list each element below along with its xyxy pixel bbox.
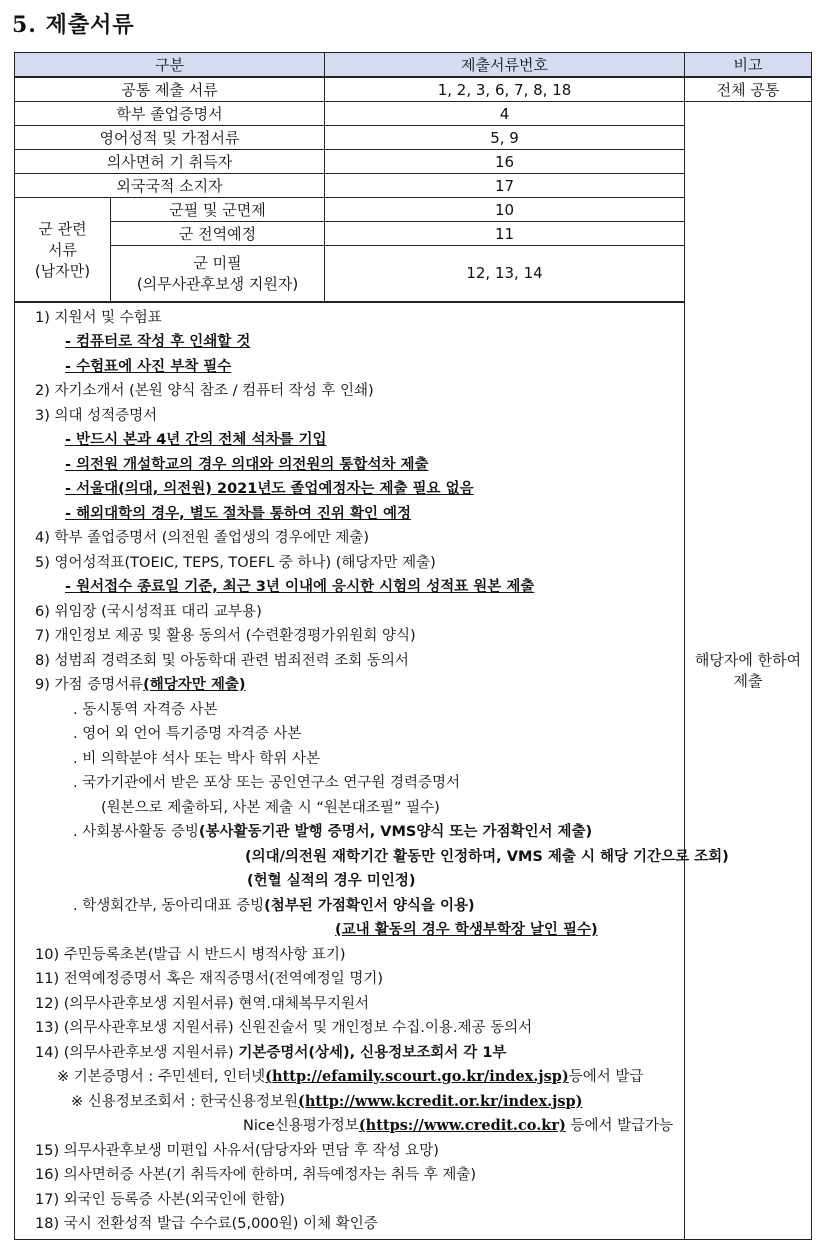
note-text: Nice신용평가정보 [243, 1118, 359, 1134]
note-subitem: (교내 활동의 경우 학생부학장 날인 필수) [335, 922, 598, 938]
row-category: 외국국적 소지자 [15, 174, 325, 198]
note-item [15, 1041, 811, 1066]
note-subitem: . 국가기관에서 받은 포상 또는 공인연구소 연구원 경력증명서 [73, 775, 461, 791]
row-category: 의사면허 기 취득자 [15, 150, 325, 174]
note-item: 4) 학부 졸업증명서 (의전원 졸업생의 경우에만 제출) [35, 530, 369, 546]
note-subitem: - 컴퓨터로 작성 후 인쇄할 것 [65, 334, 251, 350]
military-sub-line: (의무사관후보생 지원자) [136, 275, 299, 294]
header-category: 구분 [15, 53, 325, 78]
note-emphasis: 기본증명서(상세), 신용정보조회서 각 1부 [238, 1044, 507, 1061]
header-note: 비고 [685, 53, 812, 78]
note-item: 5) 영어성적표(TOEIC, TEPS, TOEFL 중 하나) (해당자만 제출) [35, 554, 436, 571]
note-subitem: - 반드시 본과 4년 간의 전체 석차를 기입 [65, 432, 327, 448]
note-item: 8) 성범죄 경력조회 및 아동학대 관련 범죄전력 조회 동의서 [35, 652, 409, 669]
note-line: 해당자에 한하여 [694, 651, 802, 670]
note-text: . 사회봉사활동 증빙 [73, 824, 199, 840]
note-text: 14) (의무사관후보생 지원서류) [35, 1044, 239, 1061]
row-numbers: 17 [325, 174, 685, 198]
note-emphasis: (해당자만 제출) [143, 677, 246, 693]
url-link[interactable]: (https://www.credit.co.kr) [358, 1117, 566, 1134]
note-text: 등에서 발급가능 [565, 1118, 674, 1134]
row-numbers: 5, 9 [325, 126, 685, 150]
note-item: 1) 지원서 및 수험표 [35, 309, 162, 326]
row-numbers: 1, 2, 3, 6, 7, 8, 18 [325, 77, 685, 102]
military-label-line: (남자만) [34, 261, 91, 280]
military-label [15, 198, 111, 302]
note-subitem: . 비 의학분야 석사 또는 박사 학위 사본 [73, 750, 320, 767]
note-emphasis: (첨부된 가점확인서 양식을 이용) [264, 897, 475, 914]
note-subitem [15, 894, 811, 919]
military-sub: 군 전역예정 [111, 222, 325, 246]
notes-cell [15, 302, 812, 1240]
note-subitem: (의대/의전원 재학기간 활동만 인정하며, VMS 제출 시 해당 기간으로 조회) [245, 848, 729, 865]
note-item: 10) 주민등록초본(발급 시 반드시 병적사항 표기) [35, 946, 346, 963]
row-numbers: 12, 13, 14 [325, 246, 685, 302]
note-item: 6) 위임장 (국시성적표 대리 교부용) [35, 603, 262, 620]
note-subitem [15, 1114, 811, 1139]
military-label-line: 군 관련 [38, 219, 87, 238]
note-line: 제출 [733, 672, 763, 691]
note-text: 등에서 발급 [568, 1069, 644, 1085]
note-emphasis: (봉사활동기관 발행 증명서, VMS양식 또는 가점확인서 제출) [198, 824, 593, 840]
note-text: ※ 신용정보조회서 : 한국신용정보원 [71, 1093, 298, 1110]
military-sub [111, 246, 325, 302]
note-subitem: - 수험표에 사진 부착 필수 [65, 358, 232, 375]
note-subitem: - 해외대학의 경우, 별도 절차를 통하여 진위 확인 예정 [65, 505, 412, 522]
documents-table [14, 52, 812, 1240]
row-numbers: 11 [325, 222, 685, 246]
note-text: . 학생회간부, 동아리대표 증빙 [73, 897, 265, 914]
note-subitem: . 영어 외 언어 특기증명 자격증 사본 [73, 726, 302, 742]
note-item: 16) 의사면허증 사본(기 취득자에 한하며, 취득예정자는 취득 후 제출) [35, 1167, 477, 1183]
military-sub-line: 군 미필 [193, 254, 242, 273]
row-category: 학부 졸업증명서 [15, 102, 325, 126]
note-item: 11) 전역예정증명서 혹은 재직증명서(전역예정일 명기) [35, 971, 384, 987]
note-item: 7) 개인정보 제공 및 활용 동의서 (수련환경평가위원회 양식) [35, 628, 416, 644]
military-label-line: 서류 [48, 240, 77, 259]
url-link[interactable]: (http://efamily.scourt.go.kr/index.jsp) [265, 1068, 569, 1085]
row-numbers: 10 [325, 198, 685, 222]
note-item: 15) 의무사관후보생 미편입 사유서(담당자와 면담 후 작성 요망) [35, 1142, 439, 1159]
note-item [15, 673, 811, 698]
note-item: 3) 의대 성적증명서 [35, 407, 158, 424]
table-header-row [15, 53, 812, 78]
url-link[interactable]: (http://www.kcredit.or.kr/index.jsp) [297, 1092, 583, 1110]
note-text: ※ 기본증명서 : 주민센터, 인터넷 [57, 1069, 266, 1085]
row-numbers: 16 [325, 150, 685, 174]
row-category: 영어성적 및 가점서류 [15, 126, 325, 150]
notes-row [15, 302, 812, 1240]
note-subitem: - 의전원 개설학교의 경우 의대와 의전원의 통합석차 제출 [65, 456, 429, 473]
note-subitem: - 원서접수 종료일 기준, 최근 3년 이내에 응시한 시험의 성적표 원본 제출 [65, 579, 535, 595]
military-sub: 군필 및 군면제 [111, 198, 325, 222]
note-subitem: (원본으로 제출하되, 사본 제출 시 “원본대조필” 필수) [101, 799, 440, 816]
row-note: 전체 공통 [685, 77, 812, 102]
note-subitem: . 동시통역 자격증 사본 [73, 701, 218, 718]
table-row [15, 77, 812, 102]
header-numbers: 제출서류번호 [325, 53, 685, 78]
section-title: 5. 제출서류 [12, 12, 135, 38]
note-item: 17) 외국인 등록증 사본(외국인에 한함) [35, 1191, 285, 1208]
row-numbers: 4 [325, 102, 685, 126]
note-item: 2) 자기소개서 (본원 양식 참조 / 컴퓨터 작성 후 인쇄) [35, 383, 374, 399]
note-subitem [15, 1090, 811, 1115]
table-row [15, 102, 812, 126]
note-subitem: (헌혈 실적의 경우 미인정) [247, 873, 416, 889]
note-item: 18) 국시 전환성적 발급 수수료(5,000원) 이체 확인증 [35, 1216, 378, 1232]
note-item: 12) (의무사관후보생 지원서류) 현역.대체복무지원서 [35, 995, 369, 1012]
note-subitem: - 서울대(의대, 의전원) 2021년도 졸업예정자는 제출 필요 없음 [65, 481, 474, 497]
note-subitem [15, 820, 811, 845]
note-subitem [15, 1065, 811, 1090]
note-text: 9) 가점 증명서류 [35, 677, 144, 693]
note-item: 13) (의무사관후보생 지원서류) 신원진술서 및 개인정보 수집.이용.제공 동의서 [35, 1020, 533, 1036]
row-category: 공통 제출 서류 [15, 77, 325, 102]
